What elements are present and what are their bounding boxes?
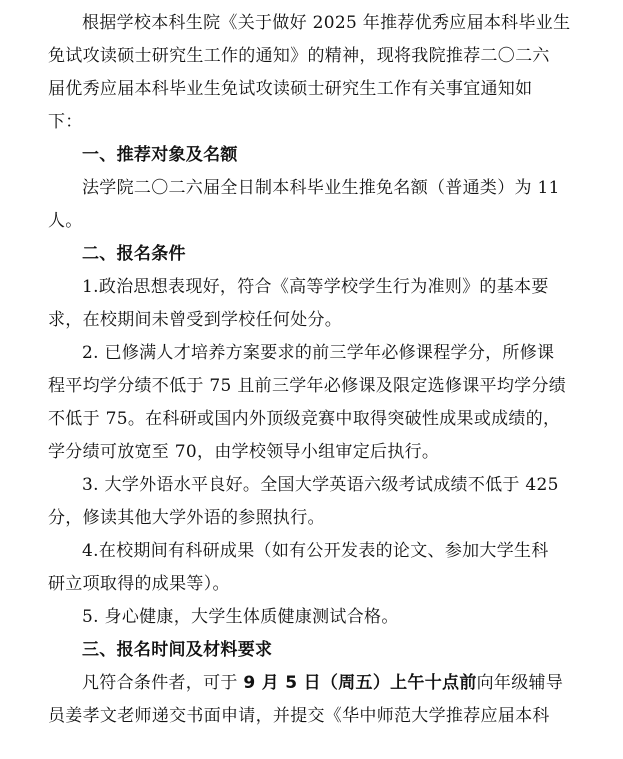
section-1-line-2: 人。 (48, 211, 83, 231)
condition-3-line-2: 分，修读其他大学外语的参照执行。 (48, 508, 325, 528)
deadline-emphasis: 9 月 5 日（周五）上午十点前 (243, 673, 477, 693)
intro-line-4: 下： (48, 112, 83, 132)
section-1-heading: 一、推荐对象及名额 (82, 145, 238, 165)
condition-2-line-1: 2. 已修满人才培养方案要求的前三学年必修课程学分，所修课 (82, 343, 555, 363)
section-3-line-1-prefix: 凡符合条件者，可于 (82, 673, 244, 693)
intro-line-2: 免试攻读硕士研究生工作的通知》的精神，现将我院推荐二〇二六 (48, 46, 550, 66)
condition-1-line-1: 1.政治思想表现好，符合《高等学校学生行为准则》的基本要 (82, 277, 549, 297)
condition-5-line-1: 5. 身心健康，大学生体质健康测试合格。 (82, 607, 399, 627)
condition-4-line-1: 4.在校期间有科研成果（如有公开发表的论文、参加大学生科 (82, 541, 549, 561)
condition-4-line-2: 研立项取得的成果等）。 (48, 574, 230, 594)
condition-1-line-2: 求，在校期间未曾受到学校任何处分。 (48, 310, 343, 330)
condition-2-line-3: 不低于 75。在科研或国内外顶级竞赛中取得突破性成果或成绩的， (48, 409, 561, 429)
section-1-line-1: 法学院二〇二六届全日制本科毕业生推免名额（普通类）为 11 (82, 178, 560, 198)
section-3-line-2: 员姜孝文老师递交书面申请，并提交《华中师范大学推荐应届本科 (48, 706, 550, 726)
condition-3-line-1: 3. 大学外语水平良好。全国大学英语六级考试成绩不低于 425 (82, 475, 559, 495)
section-3-line-1-suffix: 向年级辅导 (476, 673, 564, 693)
intro-line-1: 根据学校本科生院《关于做好 2025 年推荐优秀应届本科毕业生 (82, 13, 571, 33)
condition-2-line-4: 学分绩可放宽至 70，由学校领导小组审定后执行。 (48, 442, 440, 462)
section-3-line-1 (82, 672, 563, 694)
condition-2-line-2: 程平均学分绩不低于 75 且前三学年必修课及限定选修课平均学分绩 (48, 376, 567, 396)
section-3-heading: 三、报名时间及材料要求 (82, 640, 273, 660)
intro-line-3: 届优秀应届本科毕业生免试攻读硕士研究生工作有关事宜通知如 (48, 79, 533, 99)
section-2-heading: 二、报名条件 (82, 244, 186, 264)
